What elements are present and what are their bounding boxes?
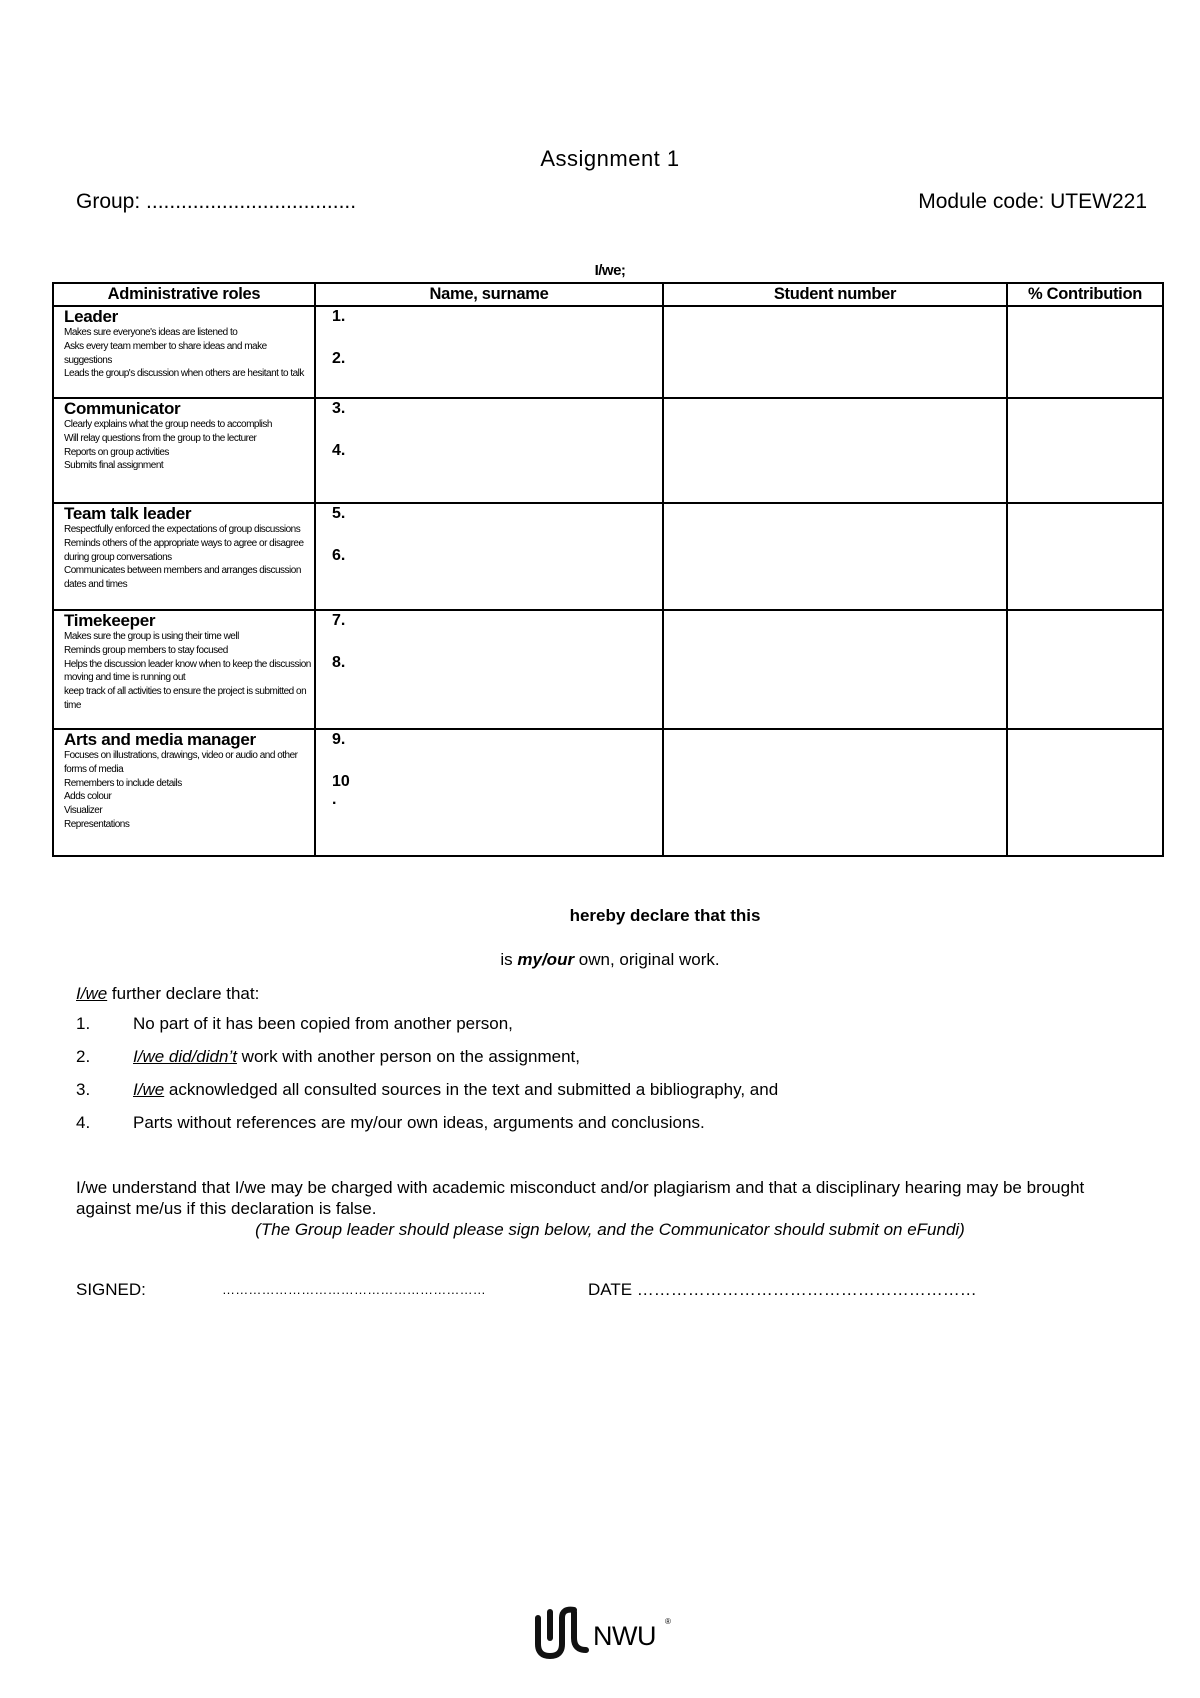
role-desc: Asks every team member to share ideas and make suggestions [64, 340, 267, 366]
col-header-student-number: Student number [663, 283, 1007, 306]
table-row [53, 610, 1163, 729]
contribution-cell[interactable] [1007, 729, 1163, 856]
role-desc: Reports on group activities [64, 446, 169, 458]
role-title: Team talk leader [64, 504, 192, 523]
item-text: No part of it has been copied from another person, [133, 1014, 513, 1033]
list-item [76, 1106, 778, 1139]
name-cell[interactable] [315, 503, 663, 610]
member-number: 9. [332, 731, 346, 748]
role-cell [53, 610, 315, 729]
member-number: 10 [332, 773, 350, 790]
role-desc: Respectfully enforced the expectations of group discussions [64, 524, 301, 535]
role-title: Leader [64, 307, 118, 326]
role-desc: Leads the group's discussion when others are hesitant to talk [64, 368, 304, 380]
contribution-cell[interactable] [1007, 398, 1163, 503]
member-number: 7. [332, 612, 346, 629]
role-desc: Clearly explains what the group needs to accomplish [64, 419, 272, 430]
col-header-roles: Administrative roles [53, 283, 315, 306]
submission-note: (The Group leader should please sign below, and the Communicator should submit on eFundi) [255, 1220, 965, 1239]
member-number: 3. [332, 400, 346, 417]
iwe-label: I/we; [594, 262, 626, 279]
role-cell [53, 729, 315, 856]
name-cell[interactable] [315, 306, 663, 398]
member-number: 8. [332, 654, 346, 671]
group-field: Group: .................................... [76, 190, 357, 213]
declaration-list [76, 1007, 778, 1139]
item-text: acknowledged all consulted sources in the text and submitted a bibliography, and [164, 1080, 779, 1099]
item-number: 1. [76, 1014, 91, 1033]
role-desc: Submits final assignment [64, 460, 164, 472]
role-desc: Visualizer [64, 805, 103, 817]
own-work-emphasis: my/our [517, 950, 575, 969]
item-number: 2. [76, 1047, 91, 1066]
item-underlined: I/we [133, 1080, 165, 1099]
table-row [53, 503, 1163, 610]
member-number: 5. [332, 505, 346, 522]
list-item [76, 1073, 778, 1106]
role-cell [53, 306, 315, 398]
item-number: 3. [76, 1080, 91, 1099]
student-number-cell[interactable] [663, 306, 1007, 398]
signature-line[interactable]: …………………………………………………… [222, 1282, 486, 1297]
role-desc: Focuses on illustrations, drawings, video or audio and other forms of media [64, 750, 298, 775]
contribution-cell[interactable] [1007, 503, 1163, 610]
page-title: Assignment 1 [540, 146, 680, 171]
role-desc: Reminds group members to stay focused [64, 644, 228, 656]
table-row [53, 398, 1163, 503]
role-desc: Makes sure everyone's ideas are listened to [64, 327, 238, 338]
signed-label: SIGNED: [76, 1280, 146, 1299]
role-desc: Makes sure the group is using their time well [64, 631, 239, 642]
declaration-heading: hereby declare that this [569, 906, 761, 925]
role-desc: Helps the discussion leader know when to keep the discussion moving and time is running out [64, 658, 311, 684]
item-underlined: I/we did/didn’t [133, 1047, 237, 1066]
col-header-name: Name, surname [315, 283, 663, 306]
member-number: 2. [332, 350, 346, 367]
name-cell[interactable] [315, 610, 663, 729]
role-desc: keep track of all activities to ensure the project is submitted on time [64, 686, 307, 711]
role-desc: Reminds others of the appropriate ways to agree or disagree during group conversations [64, 537, 304, 563]
name-cell[interactable] [315, 398, 663, 503]
item-number: 4. [76, 1113, 91, 1132]
member-number: . [332, 791, 337, 808]
name-cell[interactable] [315, 729, 663, 856]
module-code: Module code: UTEW221 [918, 190, 1147, 213]
logo-text: NWU [593, 1621, 656, 1651]
item-text: work with another person on the assignment, [236, 1047, 580, 1066]
contribution-cell[interactable] [1007, 306, 1163, 398]
own-work-line [0, 950, 1200, 970]
role-desc: Remembers to include details [64, 777, 182, 789]
student-number-cell[interactable] [663, 503, 1007, 610]
logo-registered: ® [665, 1617, 671, 1626]
role-desc: Representations [64, 818, 130, 830]
item-text: Parts without references are my/our own ideas, arguments and conclusions. [133, 1113, 705, 1132]
list-item [76, 1007, 778, 1040]
role-desc: Communicates between members and arranges discussion dates and times [64, 565, 301, 591]
table-row [53, 729, 1163, 856]
roles-table [52, 282, 1164, 857]
own-work-pre: is [500, 950, 518, 969]
list-item [76, 1040, 778, 1073]
student-number-cell[interactable] [663, 729, 1007, 856]
role-desc: Will relay questions from the group to the lecturer [64, 432, 257, 444]
further-rest: further declare that: [107, 984, 260, 1003]
role-cell [53, 503, 315, 610]
own-work-post: own, original work. [574, 950, 720, 969]
further-declare [76, 984, 259, 1004]
table-header-row [53, 283, 1163, 306]
role-desc: Adds colour [64, 791, 112, 803]
col-header-contribution: % Contribution [1007, 283, 1163, 306]
member-number: 6. [332, 547, 346, 564]
further-iwe: I/we [76, 984, 108, 1003]
role-title: Arts and media manager [64, 730, 256, 749]
role-title: Communicator [64, 399, 181, 418]
member-number: 4. [332, 442, 346, 459]
student-number-cell[interactable] [663, 610, 1007, 729]
table-row [53, 306, 1163, 398]
contribution-cell[interactable] [1007, 610, 1163, 729]
date-field[interactable]: DATE …………………………………………………… [588, 1280, 977, 1299]
student-number-cell[interactable] [663, 398, 1007, 503]
role-title: Timekeeper [64, 611, 156, 630]
role-cell [53, 398, 315, 503]
member-number: 1. [332, 308, 346, 325]
misconduct-warning: I/we understand that I/we may be charged with academic misconduct and/or plagiarism and that a disciplinary hearing may be brought against me/us if this declaration is false. [76, 1178, 1085, 1218]
